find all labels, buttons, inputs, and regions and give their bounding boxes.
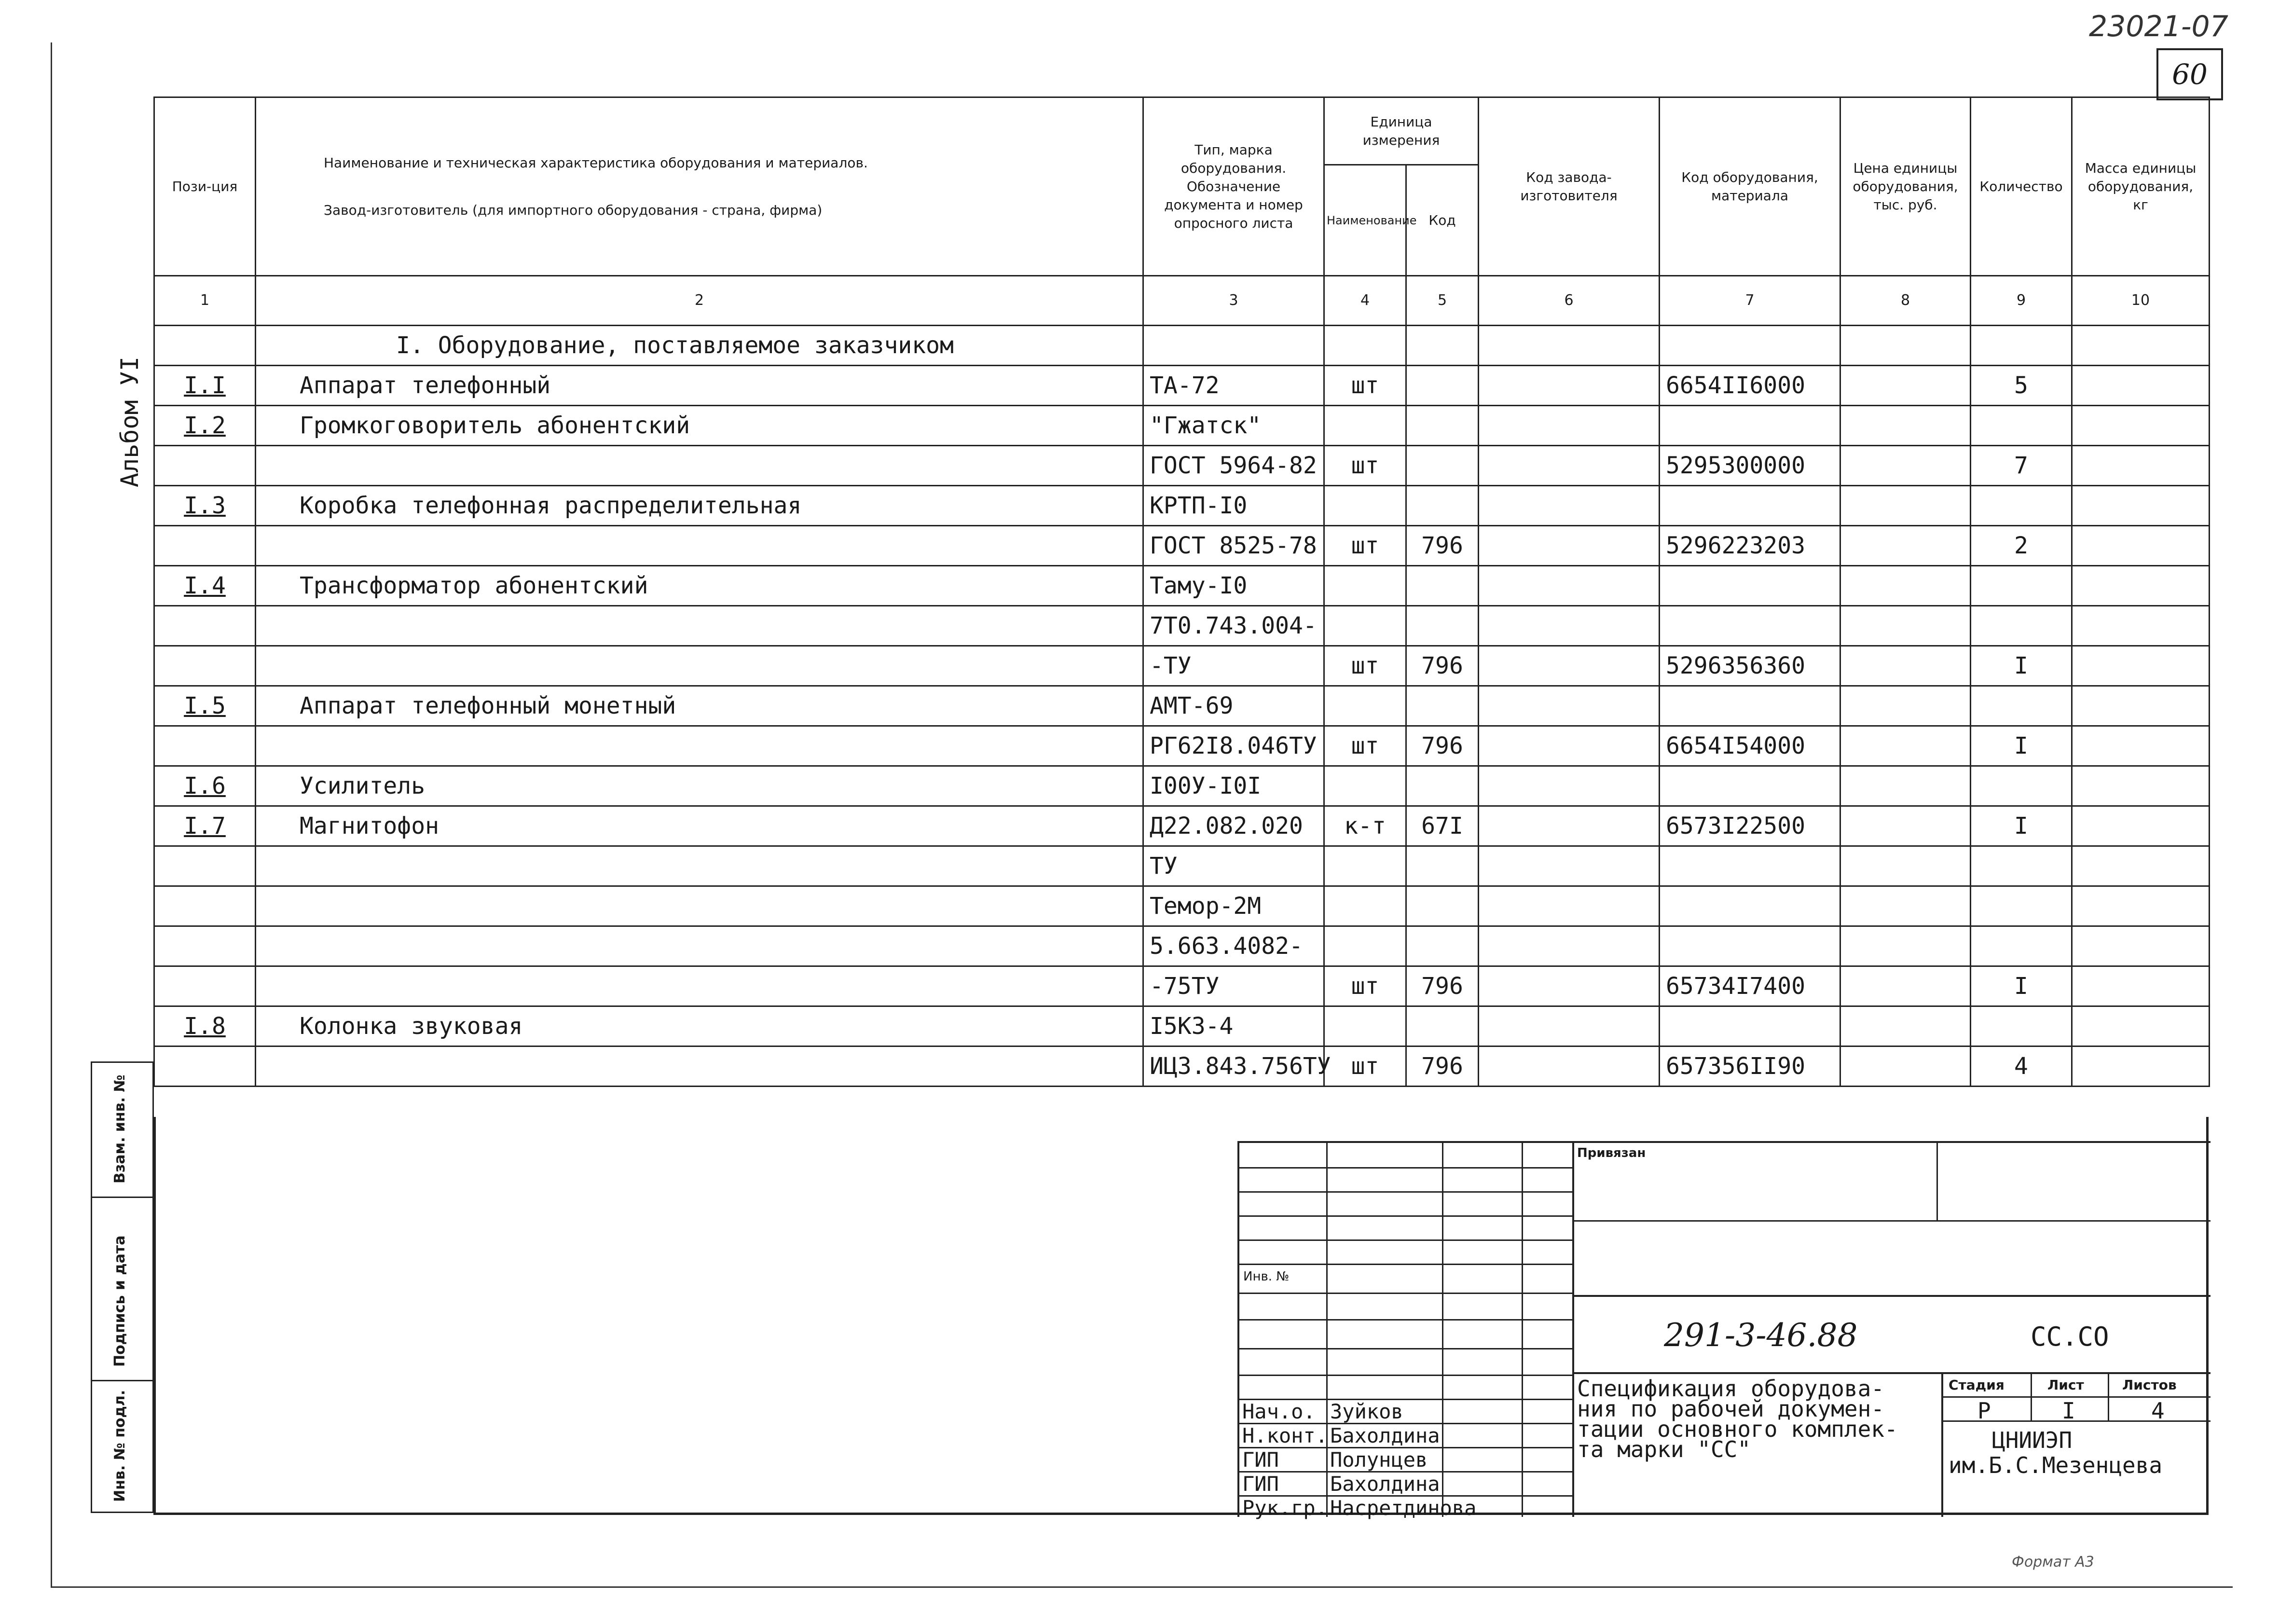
cell-unit <box>1324 766 1406 806</box>
cell-pos: І.3 <box>154 486 256 526</box>
cell-plant <box>1479 726 1660 766</box>
cell-price <box>1840 766 1971 806</box>
cell-name: Аппарат телефонный <box>256 366 1143 406</box>
cell-plant <box>1479 606 1660 646</box>
cell-code <box>1406 686 1479 726</box>
cell-pos: І.7 <box>154 806 256 846</box>
doc-mark: СС.СО <box>2031 1321 2109 1352</box>
cell-code: 796 <box>1406 966 1479 1006</box>
desc-line: ния по рабочей докумен- <box>1577 1396 1884 1422</box>
cell-eq-code <box>1660 766 1840 806</box>
cell-qty: 2 <box>1971 526 2072 566</box>
cell-code: 796 <box>1406 526 1479 566</box>
table-row <box>154 366 2210 406</box>
cell-qty <box>1971 846 2072 886</box>
cell-plant <box>1479 926 1660 966</box>
cell-eq-code: 5296223203 <box>1660 526 1840 566</box>
cell-pos <box>154 926 256 966</box>
cell-eq-code <box>1660 926 1840 966</box>
cell-pos <box>154 846 256 886</box>
cell-code: 796 <box>1406 646 1479 686</box>
header-unit-code: Код <box>1406 165 1479 276</box>
cell-code: 796 <box>1406 726 1479 766</box>
privyazan-label: Привязан <box>1577 1146 1646 1160</box>
header-name-line2: Завод-изготовитель (для импортного оборудования - страна, фирма) <box>324 202 823 218</box>
cell-type: ТУ <box>1143 846 1324 886</box>
cell-mass <box>2072 646 2210 686</box>
cell-mass <box>2072 606 2210 646</box>
cell-mass <box>2072 486 2210 526</box>
cell-price <box>1840 366 1971 406</box>
cell-pos <box>154 966 256 1006</box>
cell-mass <box>2072 406 2210 446</box>
cell-code <box>1406 486 1479 526</box>
cell-eq-code <box>1660 486 1840 526</box>
cell-price <box>1840 526 1971 566</box>
cell-type: ТА-72 <box>1143 366 1324 406</box>
cell-eq-code: 657356ІІ90 <box>1660 1046 1840 1087</box>
cell-unit: шт <box>1324 726 1406 766</box>
sheet-label: Лист <box>2047 1377 2084 1393</box>
cell-qty <box>1971 1006 2072 1046</box>
signer-name: Зуйков <box>1330 1400 1403 1423</box>
cell-plant <box>1479 486 1660 526</box>
cell-price <box>1840 1006 1971 1046</box>
cell-eq-code: 6573І22500 <box>1660 806 1840 846</box>
table-row <box>154 566 2210 606</box>
desc-line: та марки "СС" <box>1577 1436 1751 1462</box>
cell-plant <box>1479 646 1660 686</box>
section-row <box>154 326 2210 366</box>
margin-stamp <box>91 1061 154 1513</box>
doc-description <box>1577 1376 1898 1462</box>
inv-no-label: Инв. № <box>1243 1269 1290 1284</box>
cell-eq-code <box>1660 566 1840 606</box>
cell-name <box>256 926 1143 966</box>
header-unit-name: Наименование <box>1324 165 1406 276</box>
cell-pos <box>154 526 256 566</box>
cell-plant <box>1479 846 1660 886</box>
cell-type: РГ62І8.046ТУ <box>1143 726 1324 766</box>
table-row <box>154 1046 2210 1087</box>
cell-unit <box>1324 406 1406 446</box>
cell-type: Д22.082.020 <box>1143 806 1324 846</box>
cell-code <box>1406 1006 1479 1046</box>
cell-price <box>1840 806 1971 846</box>
cell-code <box>1406 446 1479 486</box>
cell-eq-code <box>1660 686 1840 726</box>
cell-type: 7Т0.743.004- <box>1143 606 1324 646</box>
table-row <box>154 806 2210 846</box>
cell-unit <box>1324 566 1406 606</box>
table-row <box>154 486 2210 526</box>
table-row <box>154 926 2210 966</box>
cell-qty: І <box>1971 646 2072 686</box>
stamp-podpis: Подпись и дата <box>111 1235 128 1367</box>
cell-price <box>1840 406 1971 446</box>
cell-unit <box>1324 926 1406 966</box>
cell-name: Трансформатор абонентский <box>256 566 1143 606</box>
cell-name: Коробка телефонная распределительная <box>256 486 1143 526</box>
cell-eq-code <box>1660 846 1840 886</box>
cell-qty <box>1971 566 2072 606</box>
cell-unit <box>1324 1006 1406 1046</box>
desc-line: тации основного комплек- <box>1577 1416 1898 1442</box>
cell-name: Колонка звуковая <box>256 1006 1143 1046</box>
cell-price <box>1840 446 1971 486</box>
cell-price <box>1840 686 1971 726</box>
cell-type: -75ТУ <box>1143 966 1324 1006</box>
cell-name: Магнитофон <box>256 806 1143 846</box>
col-num: 3 <box>1143 276 1324 326</box>
cell-pos: І.І <box>154 366 256 406</box>
cell-plant <box>1479 406 1660 446</box>
signer-role: Рук.гр. <box>1242 1496 1328 1520</box>
cell-qty: 7 <box>1971 446 2072 486</box>
table-row <box>154 446 2210 486</box>
header-price: Цена единицы оборудования, тыс. руб. <box>1840 97 1971 276</box>
signer-role: Нач.о. <box>1242 1400 1316 1423</box>
corner-code: 23021-07 <box>2089 10 2228 43</box>
cell-unit: шт <box>1324 446 1406 486</box>
cell-plant <box>1479 686 1660 726</box>
cell-name: Аппарат телефонный монетный <box>256 686 1143 726</box>
col-num: 1 <box>154 276 256 326</box>
cell-eq-code: 5296356360 <box>1660 646 1840 686</box>
cell-mass <box>2072 966 2210 1006</box>
cell-pos <box>154 1046 256 1087</box>
cell-eq-code: 65734І7400 <box>1660 966 1840 1006</box>
cell-mass <box>2072 526 2210 566</box>
header-plant-code: Код завода-изготовителя <box>1479 97 1660 276</box>
cell-code <box>1406 926 1479 966</box>
cell-eq-code <box>1660 606 1840 646</box>
cell-type: 5.663.4082- <box>1143 926 1324 966</box>
cell-plant <box>1479 766 1660 806</box>
signer-name: Бахолдина <box>1330 1472 1440 1496</box>
header-type: Тип, марка оборудования. Обозначение документа и номер опросного листа <box>1143 97 1324 276</box>
col-num: 7 <box>1660 276 1840 326</box>
cell-pos <box>154 886 256 926</box>
sheet-number: 60 <box>2156 48 2223 100</box>
signer-role: Н.конт. <box>1242 1424 1328 1447</box>
cell-price <box>1840 886 1971 926</box>
cell-price <box>1840 1046 1971 1087</box>
cell-qty <box>1971 486 2072 526</box>
table-row <box>154 886 2210 926</box>
cell-type: ИЦЗ.843.756ТУ <box>1143 1046 1324 1087</box>
cell-eq-code: 6654І54000 <box>1660 726 1840 766</box>
cell-mass <box>2072 366 2210 406</box>
cell-code <box>1406 886 1479 926</box>
signer-role: ГИП <box>1242 1472 1279 1496</box>
cell-plant <box>1479 366 1660 406</box>
signer-role: ГИП <box>1242 1448 1279 1472</box>
cell-type: Таму-І0 <box>1143 566 1324 606</box>
cell-name <box>256 726 1143 766</box>
table-row <box>154 726 2210 766</box>
cell-type: ГОСТ 5964-82 <box>1143 446 1324 486</box>
table-row <box>154 606 2210 646</box>
cell-type: Темор-2М <box>1143 886 1324 926</box>
cell-pos: І.2 <box>154 406 256 446</box>
cell-qty: 4 <box>1971 1046 2072 1087</box>
cell-code: 796 <box>1406 1046 1479 1087</box>
cell-eq-code: 5295300000 <box>1660 446 1840 486</box>
cell-qty: І <box>1971 806 2072 846</box>
cell-mass <box>2072 766 2210 806</box>
cell-code <box>1406 406 1479 446</box>
table-row <box>154 766 2210 806</box>
cell-code <box>1406 846 1479 886</box>
cell-unit: шт <box>1324 646 1406 686</box>
cell-name <box>256 886 1143 926</box>
cell-mass <box>2072 446 2210 486</box>
cell-pos <box>154 646 256 686</box>
header-unit: Единица измерения <box>1324 97 1479 165</box>
cell-name <box>256 446 1143 486</box>
section-title: І. Оборудование, поставляемое заказчиком <box>256 326 1143 366</box>
cell-price <box>1840 926 1971 966</box>
cell-type: І00У-І0І <box>1143 766 1324 806</box>
cell-mass <box>2072 1006 2210 1046</box>
table-row <box>154 526 2210 566</box>
cell-mass <box>2072 846 2210 886</box>
cell-name <box>256 526 1143 566</box>
signer-name: Насретдинова <box>1330 1496 1477 1520</box>
org-line: им.Б.С.Мезенцева <box>1949 1452 2163 1478</box>
cell-eq-code: 6654ІІ6000 <box>1660 366 1840 406</box>
cell-qty <box>1971 766 2072 806</box>
cell-mass <box>2072 926 2210 966</box>
format-label: Формат А3 <box>2012 1554 2094 1570</box>
cell-price <box>1840 726 1971 766</box>
stamp-inv-podl: Инв. № подл. <box>111 1390 128 1502</box>
cell-plant <box>1479 886 1660 926</box>
sheets-value: 4 <box>2151 1398 2165 1424</box>
org-line: ЦНИИЭП <box>1992 1427 2073 1453</box>
signer-name: Полунцев <box>1330 1448 1428 1472</box>
cell-name <box>256 966 1143 1006</box>
stage-value: Р <box>1977 1398 1991 1424</box>
table-row <box>154 406 2210 446</box>
cell-code <box>1406 366 1479 406</box>
cell-eq-code <box>1660 1006 1840 1046</box>
cell-name: Усилитель <box>256 766 1143 806</box>
cell-eq-code <box>1660 406 1840 446</box>
cell-pos <box>154 446 256 486</box>
cell-pos: І.6 <box>154 766 256 806</box>
table-row <box>154 1006 2210 1046</box>
cell-plant <box>1479 526 1660 566</box>
cell-qty: І <box>1971 726 2072 766</box>
signer-name: Бахолдина <box>1330 1424 1440 1447</box>
cell-plant <box>1479 1006 1660 1046</box>
cell-unit <box>1324 606 1406 646</box>
title-block <box>1237 1141 2210 1520</box>
cell-unit: шт <box>1324 526 1406 566</box>
cell-price <box>1840 486 1971 526</box>
cell-unit: шт <box>1324 366 1406 406</box>
column-number-row <box>154 276 2210 326</box>
cell-mass <box>2072 566 2210 606</box>
cell-type: АМТ-69 <box>1143 686 1324 726</box>
cell-code <box>1406 766 1479 806</box>
cell-unit <box>1324 486 1406 526</box>
table-row <box>154 846 2210 886</box>
cell-code: 67І <box>1406 806 1479 846</box>
cell-type: -ТУ <box>1143 646 1324 686</box>
table-row <box>154 966 2210 1006</box>
stage-label: Стадия <box>1949 1377 2004 1393</box>
cell-name <box>256 606 1143 646</box>
cell-price <box>1840 566 1971 606</box>
cell-mass <box>2072 726 2210 766</box>
header-position: Пози-ция <box>154 97 256 276</box>
spec-table <box>153 96 2210 1087</box>
cell-name <box>256 646 1143 686</box>
cell-name <box>256 846 1143 886</box>
cell-plant <box>1479 446 1660 486</box>
cell-pos: І.8 <box>154 1006 256 1046</box>
cell-eq-code <box>1660 886 1840 926</box>
cell-qty <box>1971 406 2072 446</box>
cell-mass <box>2072 1046 2210 1087</box>
cell-plant <box>1479 1046 1660 1087</box>
doc-number: 291-3-46.88 <box>1664 1317 1858 1354</box>
col-num: 8 <box>1840 276 1971 326</box>
header-quantity: Количество <box>1971 97 2072 276</box>
header-name-line1: Наименование и техническая характеристика оборудования и материалов. <box>324 154 868 171</box>
header-name <box>256 97 1143 276</box>
header-equipment-code: Код оборудования, материала <box>1660 97 1840 276</box>
cell-price <box>1840 846 1971 886</box>
cell-mass <box>2072 886 2210 926</box>
cell-type: ГОСТ 8525-78 <box>1143 526 1324 566</box>
cell-pos <box>154 726 256 766</box>
cell-pos <box>154 606 256 646</box>
cell-qty <box>1971 686 2072 726</box>
cell-unit <box>1324 846 1406 886</box>
cell-qty: 5 <box>1971 366 2072 406</box>
table-row <box>154 686 2210 726</box>
col-num: 6 <box>1479 276 1660 326</box>
cell-mass <box>2072 686 2210 726</box>
cell-price <box>1840 966 1971 1006</box>
desc-line: Спецификация оборудова- <box>1577 1376 1884 1402</box>
stamp-vzam: Взам. инв. № <box>111 1074 128 1184</box>
table-row <box>154 646 2210 686</box>
cell-pos: І.4 <box>154 566 256 606</box>
album-label: Альбом УІ <box>116 357 144 487</box>
cell-type: І5КЗ-4 <box>1143 1006 1324 1046</box>
cell-unit: шт <box>1324 1046 1406 1087</box>
cell-mass <box>2072 806 2210 846</box>
cell-qty <box>1971 926 2072 966</box>
cell-price <box>1840 606 1971 646</box>
sheets-label: Листов <box>2122 1377 2177 1393</box>
cell-name <box>256 1046 1143 1087</box>
cell-qty <box>1971 886 2072 926</box>
col-num: 5 <box>1406 276 1479 326</box>
header-mass: Масса единицы оборудования, кг <box>2072 97 2210 276</box>
cell-unit: к-т <box>1324 806 1406 846</box>
cell-plant <box>1479 806 1660 846</box>
cell-code <box>1406 606 1479 646</box>
cell-unit <box>1324 686 1406 726</box>
col-num: 10 <box>2072 276 2210 326</box>
cell-type: КРТП-І0 <box>1143 486 1324 526</box>
cell-plant <box>1479 566 1660 606</box>
cell-unit <box>1324 886 1406 926</box>
col-num: 4 <box>1324 276 1406 326</box>
col-num: 9 <box>1971 276 2072 326</box>
cell-qty: І <box>1971 966 2072 1006</box>
cell-type: "Гжатск" <box>1143 406 1324 446</box>
cell-price <box>1840 646 1971 686</box>
sheet-value: І <box>2062 1398 2075 1424</box>
cell-plant <box>1479 966 1660 1006</box>
cell-unit: шт <box>1324 966 1406 1006</box>
cell-code <box>1406 566 1479 606</box>
org-name <box>1949 1428 2162 1478</box>
cell-qty <box>1971 606 2072 646</box>
col-num: 2 <box>256 276 1143 326</box>
cell-pos: І.5 <box>154 686 256 726</box>
cell-name: Громкоговоритель абонентский <box>256 406 1143 446</box>
